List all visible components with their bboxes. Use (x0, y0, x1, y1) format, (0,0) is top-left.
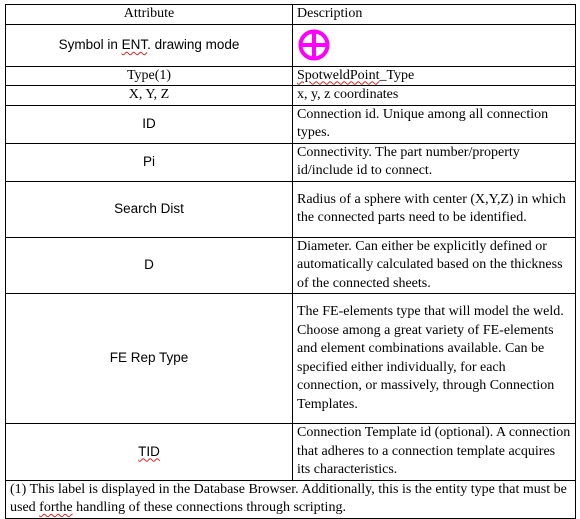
id-value: Connection id. Unique among all connection types. (293, 105, 576, 143)
header-description: Description (293, 5, 576, 25)
table-row (6, 143, 576, 181)
tid-value: Connection Template id (optional). A connection that adheres to a connection template acquires its characteristics. (293, 424, 576, 481)
symbol-cell (293, 24, 576, 66)
footnote-row (6, 480, 576, 518)
type-value-suffix: _Type (379, 67, 415, 83)
table-row (6, 66, 576, 86)
footnote-typo: forthe (39, 500, 73, 515)
attribute-table (5, 4, 576, 519)
type-label: Type(1) (6, 66, 293, 86)
tid-label-text: TID (138, 443, 160, 459)
table-header-row (6, 5, 576, 25)
table-row (6, 24, 576, 66)
magenta-circle-cross-icon (297, 28, 331, 62)
type-value-main: SpotweldPoint (297, 67, 380, 83)
header-attribute: Attribute (6, 5, 293, 25)
footnote-text: (1) This label is displayed in the Database Browser. Additionally, this is the entity type that must be used (10, 481, 567, 515)
type-value (293, 66, 576, 86)
table-row (6, 237, 576, 294)
search-dist-label: Search Dist (6, 181, 293, 237)
table-row (6, 424, 576, 481)
fe-rep-type-value: The FE-elements type that will model the weld. Choose among a great variety of FE-elements and element combinations available. Can be specified either individually, for each connection, or massively, through Connection Templates. (293, 294, 576, 424)
footnote-text-end: handling of these connections through scripting. (72, 500, 346, 515)
search-dist-value: Radius of a sphere with center (X,Y,Z) in which the connected parts need to be identified. (293, 181, 576, 237)
tid-label (6, 424, 293, 481)
fe-rep-type-label: FE Rep Type (6, 294, 293, 424)
footnote (6, 480, 576, 518)
symbol-label (6, 24, 293, 66)
xyz-value: x, y, z coordinates (293, 86, 576, 106)
table-row (6, 86, 576, 106)
pi-label: Pi (6, 143, 293, 181)
pi-value: Connectivity. The part number/property id/include id to connect. (293, 143, 576, 181)
symbol-label-suffix: . drawing mode (147, 36, 240, 52)
table-row (6, 294, 576, 424)
d-label: D (6, 237, 293, 294)
symbol-label-ent: ENT (121, 36, 148, 52)
attribute-table-document (5, 4, 575, 515)
symbol-label-text: Symbol in (58, 36, 122, 52)
xyz-label: X, Y, Z (6, 86, 293, 106)
table-row (6, 105, 576, 143)
id-label: ID (6, 105, 293, 143)
table-row (6, 181, 576, 237)
d-value: Diameter. Can either be explicitly defined or automatically calculated based on the thickness of the connected sheets. (293, 237, 576, 294)
